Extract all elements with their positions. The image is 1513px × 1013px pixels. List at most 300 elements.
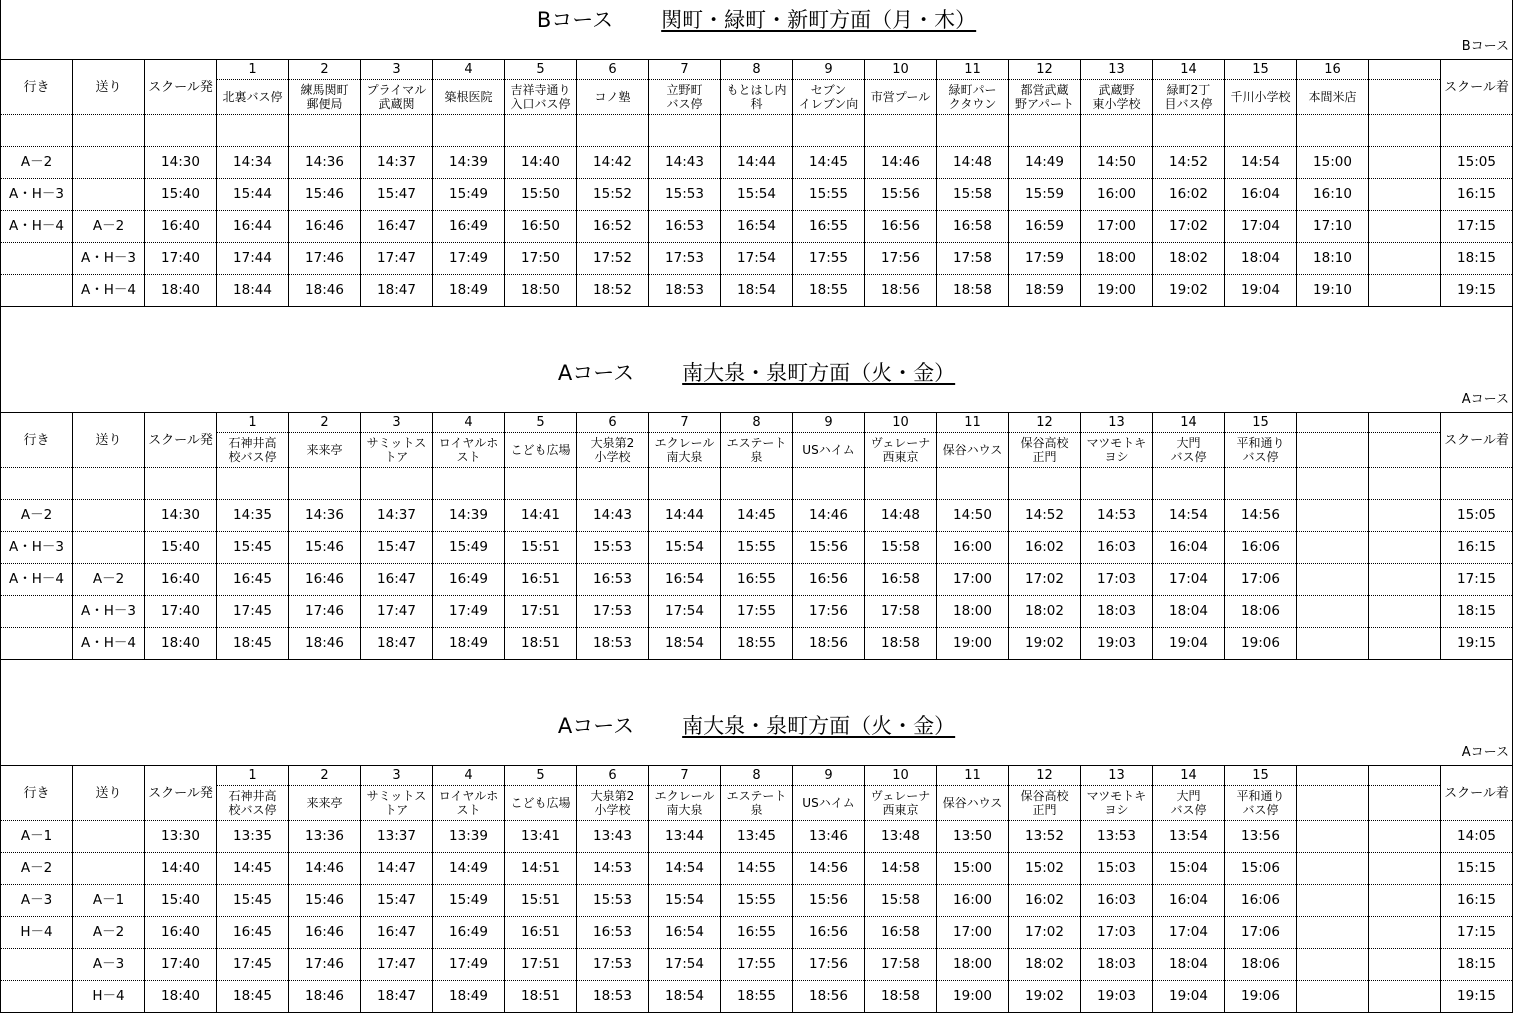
stop-name [649, 433, 721, 468]
stop-name-line: バス停 [1242, 803, 1279, 817]
blank-cell [865, 468, 937, 500]
stop-name [1297, 80, 1369, 115]
stop-time: 18:49 [433, 981, 505, 1013]
stop-time: 17:55 [721, 596, 793, 628]
stop-number: 10 [865, 413, 937, 433]
stop-name-line: 緑町2丁 [1166, 83, 1211, 97]
stop-time: 17:47 [361, 949, 433, 981]
stop-time: 19:02 [1009, 981, 1081, 1013]
stop-time: 19:10 [1297, 275, 1369, 307]
header-row-stops [1, 786, 1513, 821]
stop-time: 16:45 [217, 917, 289, 949]
stop-time [1369, 628, 1441, 660]
stop-number [1297, 413, 1369, 433]
course-tag: Aコース [1461, 745, 1509, 760]
table-row [1, 981, 1513, 1013]
stop-number: 5 [505, 413, 577, 433]
stop-time: 18:53 [577, 981, 649, 1013]
stop-time: 13:36 [289, 821, 361, 853]
blank-cell [217, 115, 289, 147]
iki-cell: A・H－3 [1, 179, 73, 211]
stop-number: 11 [937, 766, 1009, 786]
stop-number [1297, 766, 1369, 786]
stop-time: 16:46 [289, 564, 361, 596]
stop-name-line: 保谷ハウス [942, 796, 1003, 810]
stop-time: 14:44 [649, 500, 721, 532]
stop-number: 1 [217, 766, 289, 786]
iki-cell: H－4 [1, 917, 73, 949]
stop-time: 18:51 [505, 981, 577, 1013]
stop-time: 14:56 [793, 853, 865, 885]
blank-cell [1225, 468, 1297, 500]
stop-time: 18:53 [649, 275, 721, 307]
stop-time: 17:04 [1153, 917, 1225, 949]
stop-time: 17:54 [649, 596, 721, 628]
stop-time: 16:49 [433, 211, 505, 243]
stop-name-line: サミットストア [366, 789, 427, 817]
stop-time: 16:00 [1081, 179, 1153, 211]
stop-time [1297, 532, 1369, 564]
stop-time: 15:02 [1009, 853, 1081, 885]
arrive-time: 17:15 [1441, 211, 1513, 243]
stop-time: 14:41 [505, 500, 577, 532]
stop-time: 19:00 [937, 981, 1009, 1013]
table-row [1, 564, 1513, 596]
table-row [1, 147, 1513, 179]
stop-name-line: プライマル [366, 83, 427, 97]
stop-name-line: バス停 [1170, 803, 1207, 817]
stop-name [1297, 786, 1369, 821]
stop-time: 17:55 [721, 949, 793, 981]
stop-time [1369, 949, 1441, 981]
stop-name-line: クタウン [948, 97, 997, 111]
stop-time: 17:00 [937, 917, 1009, 949]
stop-name [289, 433, 361, 468]
table-row [1, 917, 1513, 949]
course-name: Aコース [557, 361, 635, 385]
stop-name [1225, 433, 1297, 468]
depart-time: 16:40 [145, 564, 217, 596]
stop-time: 14:51 [505, 853, 577, 885]
course-tag: Bコース [1461, 39, 1509, 54]
stop-number: 5 [505, 766, 577, 786]
stop-number [1369, 60, 1441, 80]
stop-time: 18:58 [865, 628, 937, 660]
stop-time: 15:56 [865, 179, 937, 211]
header-arrive: スクール着 [1441, 413, 1513, 468]
stop-time: 13:45 [721, 821, 793, 853]
stop-time: 18:44 [217, 275, 289, 307]
stop-name [1297, 433, 1369, 468]
stop-time: 14:55 [721, 853, 793, 885]
stop-time: 15:47 [361, 885, 433, 917]
stop-number: 15 [1225, 60, 1297, 80]
stop-time: 14:48 [937, 147, 1009, 179]
stop-time: 17:53 [577, 596, 649, 628]
stop-name-line: 野アパート [1014, 97, 1075, 111]
stop-name [937, 433, 1009, 468]
stop-time: 14:49 [1009, 147, 1081, 179]
stop-number: 4 [433, 413, 505, 433]
okuri-cell [73, 500, 145, 532]
iki-cell: A・H－4 [1, 211, 73, 243]
stop-number: 7 [649, 60, 721, 80]
table-row [1, 885, 1513, 917]
stop-time: 17:54 [721, 243, 793, 275]
depart-time: 17:40 [145, 596, 217, 628]
stop-time: 18:45 [217, 628, 289, 660]
stop-time: 17:02 [1009, 917, 1081, 949]
stop-name [793, 433, 865, 468]
stop-time: 16:45 [217, 564, 289, 596]
iki-cell [1, 243, 73, 275]
stop-time: 14:46 [289, 853, 361, 885]
stop-time: 15:50 [505, 179, 577, 211]
stop-time: 16:53 [649, 211, 721, 243]
stop-number: 8 [721, 766, 793, 786]
blank-cell [793, 468, 865, 500]
stop-time: 17:56 [865, 243, 937, 275]
depart-time: 18:40 [145, 981, 217, 1013]
stop-time: 15:00 [1297, 147, 1369, 179]
header-depart: スクール発 [145, 60, 217, 115]
blank-cell [433, 115, 505, 147]
stop-time: 17:02 [1009, 564, 1081, 596]
stop-time: 17:49 [433, 949, 505, 981]
stop-time: 15:54 [721, 179, 793, 211]
stop-name [505, 80, 577, 115]
stop-name-line: 北裏バス停 [222, 90, 283, 104]
stop-time: 14:43 [649, 147, 721, 179]
blank-cell [1, 468, 73, 500]
stop-time: 13:48 [865, 821, 937, 853]
stop-time: 17:46 [289, 949, 361, 981]
stop-name [1225, 786, 1297, 821]
stop-name-line: 保谷高校 [1020, 436, 1069, 450]
stop-time: 14:39 [433, 147, 505, 179]
stop-time: 17:02 [1153, 211, 1225, 243]
blank-cell [1369, 468, 1441, 500]
header-depart: スクール発 [145, 413, 217, 468]
arrive-time: 19:15 [1441, 628, 1513, 660]
stop-time: 15:49 [433, 532, 505, 564]
header-iki: 行き [1, 413, 73, 468]
stop-time: 14:44 [721, 147, 793, 179]
stop-time: 19:02 [1009, 628, 1081, 660]
stop-time: 13:35 [217, 821, 289, 853]
stop-time: 14:36 [289, 500, 361, 532]
stop-name-line: 南大泉 [666, 803, 703, 817]
stop-time: 18:04 [1225, 243, 1297, 275]
okuri-cell: A－2 [73, 917, 145, 949]
stop-time: 17:03 [1081, 917, 1153, 949]
arrive-time: 19:15 [1441, 275, 1513, 307]
stop-time: 18:58 [937, 275, 1009, 307]
stop-time: 18:54 [721, 275, 793, 307]
depart-time: 18:40 [145, 628, 217, 660]
stop-time: 18:49 [433, 275, 505, 307]
depart-time: 15:40 [145, 532, 217, 564]
stop-time [1297, 853, 1369, 885]
timetable [0, 59, 1513, 307]
stop-name-line: 郵便局 [306, 97, 343, 111]
arrive-time: 19:15 [1441, 981, 1513, 1013]
stop-number: 15 [1225, 413, 1297, 433]
stop-time: 13:37 [361, 821, 433, 853]
blank-cell [577, 468, 649, 500]
blank-cell [937, 468, 1009, 500]
stop-number: 3 [361, 413, 433, 433]
stop-name [217, 80, 289, 115]
stop-name [217, 433, 289, 468]
stop-name-line: バス停 [1242, 450, 1279, 464]
stop-time: 15:59 [1009, 179, 1081, 211]
blank-cell [1081, 115, 1153, 147]
stop-name [1369, 80, 1441, 115]
stop-time: 15:53 [649, 179, 721, 211]
stop-name [289, 80, 361, 115]
stop-name [433, 433, 505, 468]
stop-time: 18:02 [1009, 949, 1081, 981]
okuri-cell: A・H－3 [73, 243, 145, 275]
stop-time: 19:04 [1153, 628, 1225, 660]
stop-name [649, 80, 721, 115]
arrive-time: 16:15 [1441, 179, 1513, 211]
stop-time: 16:02 [1153, 179, 1225, 211]
stop-time: 18:59 [1009, 275, 1081, 307]
stop-time: 15:55 [793, 179, 865, 211]
stop-time: 17:53 [577, 949, 649, 981]
stop-name [217, 786, 289, 821]
stop-time: 13:46 [793, 821, 865, 853]
iki-cell [1, 628, 73, 660]
stop-time: 15:52 [577, 179, 649, 211]
stop-number: 6 [577, 766, 649, 786]
stop-time: 13:56 [1225, 821, 1297, 853]
stop-name-line: 入口バス停 [510, 97, 571, 111]
header-depart: スクール発 [145, 766, 217, 821]
stop-time: 15:46 [289, 885, 361, 917]
stop-number: 12 [1009, 413, 1081, 433]
stop-number: 14 [1153, 413, 1225, 433]
stop-number: 6 [577, 413, 649, 433]
stop-number [1369, 766, 1441, 786]
stop-time: 14:54 [1225, 147, 1297, 179]
stop-time: 18:54 [649, 628, 721, 660]
stop-time: 17:47 [361, 596, 433, 628]
stop-time: 16:59 [1009, 211, 1081, 243]
blank-cell [1153, 468, 1225, 500]
stop-time [1369, 917, 1441, 949]
stop-number: 12 [1009, 766, 1081, 786]
stop-time [1297, 949, 1369, 981]
stop-time: 16:04 [1153, 885, 1225, 917]
blank-cell [145, 115, 217, 147]
stop-time: 17:46 [289, 596, 361, 628]
stop-name [289, 786, 361, 821]
stop-name-line: 校バス停 [228, 450, 277, 464]
stop-number: 14 [1153, 60, 1225, 80]
stop-time: 16:04 [1153, 532, 1225, 564]
iki-cell: A－2 [1, 500, 73, 532]
blank-row [1, 468, 1513, 500]
stop-time: 14:52 [1153, 147, 1225, 179]
stop-time: 14:45 [721, 500, 793, 532]
arrive-time: 16:15 [1441, 532, 1513, 564]
table-row [1, 821, 1513, 853]
section-title [0, 353, 1513, 393]
stop-time: 15:51 [505, 532, 577, 564]
stop-time: 15:58 [865, 532, 937, 564]
stop-number: 2 [289, 60, 361, 80]
stop-name-line: 吉祥寺通り [510, 83, 571, 97]
stop-name [1369, 433, 1441, 468]
stop-time: 17:49 [433, 596, 505, 628]
blank-cell [721, 468, 793, 500]
stop-time: 17:44 [217, 243, 289, 275]
stop-time [1369, 853, 1441, 885]
stop-time: 15:47 [361, 532, 433, 564]
stop-time: 16:58 [865, 917, 937, 949]
stop-time: 15:46 [289, 532, 361, 564]
stop-number: 12 [1009, 60, 1081, 80]
stop-time: 15:55 [721, 885, 793, 917]
stop-time: 16:47 [361, 564, 433, 596]
okuri-cell: A・H－4 [73, 275, 145, 307]
stop-time: 14:54 [649, 853, 721, 885]
okuri-cell [73, 179, 145, 211]
stop-time [1297, 917, 1369, 949]
okuri-cell [73, 853, 145, 885]
stop-name [577, 786, 649, 821]
stop-time: 14:35 [217, 500, 289, 532]
blank-cell [793, 115, 865, 147]
depart-time: 13:30 [145, 821, 217, 853]
depart-time: 18:40 [145, 275, 217, 307]
stop-time: 16:06 [1225, 885, 1297, 917]
blank-cell [361, 468, 433, 500]
header-iki: 行き [1, 766, 73, 821]
header-okuri: 送り [73, 766, 145, 821]
stop-time: 16:44 [217, 211, 289, 243]
stop-number: 16 [1297, 60, 1369, 80]
stop-number: 8 [721, 413, 793, 433]
stop-number: 6 [577, 60, 649, 80]
stop-time: 18:06 [1225, 949, 1297, 981]
stop-time: 18:47 [361, 981, 433, 1013]
depart-time: 15:40 [145, 179, 217, 211]
stop-name-line: 目バス停 [1164, 97, 1213, 111]
stop-time: 16:51 [505, 917, 577, 949]
stop-time [1369, 500, 1441, 532]
stop-time: 17:04 [1225, 211, 1297, 243]
stop-time: 19:00 [937, 628, 1009, 660]
okuri-cell: A－2 [73, 211, 145, 243]
stop-name-line: 練馬関町 [300, 83, 349, 97]
iki-cell [1, 981, 73, 1013]
arrive-time: 18:15 [1441, 243, 1513, 275]
table-row [1, 243, 1513, 275]
stop-number: 2 [289, 413, 361, 433]
stop-time: 14:46 [793, 500, 865, 532]
stop-time: 17:59 [1009, 243, 1081, 275]
stop-time [1369, 596, 1441, 628]
blank-cell [289, 468, 361, 500]
stop-time: 13:53 [1081, 821, 1153, 853]
stop-time: 14:53 [1081, 500, 1153, 532]
blank-cell [1153, 115, 1225, 147]
stop-time: 18:03 [1081, 949, 1153, 981]
stop-time: 15:44 [217, 179, 289, 211]
depart-time: 17:40 [145, 949, 217, 981]
stop-name-line: 保谷高校 [1020, 789, 1069, 803]
stop-time: 16:47 [361, 211, 433, 243]
stop-name-line: イレブン向 [798, 97, 859, 111]
stop-time: 18:45 [217, 981, 289, 1013]
stop-name [721, 80, 793, 115]
table-row [1, 628, 1513, 660]
okuri-cell: A・H－3 [73, 596, 145, 628]
table-row [1, 179, 1513, 211]
iki-cell: A・H－3 [1, 532, 73, 564]
stop-number: 7 [649, 766, 721, 786]
okuri-cell: A・H－4 [73, 628, 145, 660]
blank-cell [937, 115, 1009, 147]
blank-cell [1009, 115, 1081, 147]
stop-time: 13:54 [1153, 821, 1225, 853]
stop-time: 18:04 [1153, 949, 1225, 981]
stop-time: 17:04 [1153, 564, 1225, 596]
stop-time: 18:56 [865, 275, 937, 307]
stop-name-line: サミットストア [366, 436, 427, 464]
stop-name-line: バス停 [666, 97, 703, 111]
stop-time: 14:34 [217, 147, 289, 179]
stop-time [1369, 211, 1441, 243]
stop-time: 15:58 [865, 885, 937, 917]
stop-number: 4 [433, 60, 505, 80]
blank-cell [649, 468, 721, 500]
stop-number: 9 [793, 413, 865, 433]
stop-name [433, 80, 505, 115]
stop-time: 14:49 [433, 853, 505, 885]
header-arrive: スクール着 [1441, 766, 1513, 821]
stop-name-line: 大泉第2 [590, 436, 635, 450]
stop-time: 19:04 [1225, 275, 1297, 307]
stop-number: 1 [217, 60, 289, 80]
table-row [1, 596, 1513, 628]
arrive-time: 15:15 [1441, 853, 1513, 885]
stop-time [1297, 564, 1369, 596]
okuri-cell [73, 532, 145, 564]
depart-time: 17:40 [145, 243, 217, 275]
stop-time: 15:03 [1081, 853, 1153, 885]
stop-number: 14 [1153, 766, 1225, 786]
blank-cell [73, 115, 145, 147]
stop-name-line: コノ塾 [594, 90, 631, 104]
timetable [0, 765, 1513, 1013]
stop-time: 18:55 [793, 275, 865, 307]
stop-time: 15:49 [433, 179, 505, 211]
stop-name-line: 来来亭 [306, 796, 343, 810]
stop-name [505, 433, 577, 468]
stop-time: 19:06 [1225, 628, 1297, 660]
okuri-cell: A－1 [73, 885, 145, 917]
blank-cell [577, 115, 649, 147]
stop-name-line: 武蔵野 [1098, 83, 1135, 97]
stop-time: 14:43 [577, 500, 649, 532]
blank-cell [1, 115, 73, 147]
stop-time: 16:47 [361, 917, 433, 949]
